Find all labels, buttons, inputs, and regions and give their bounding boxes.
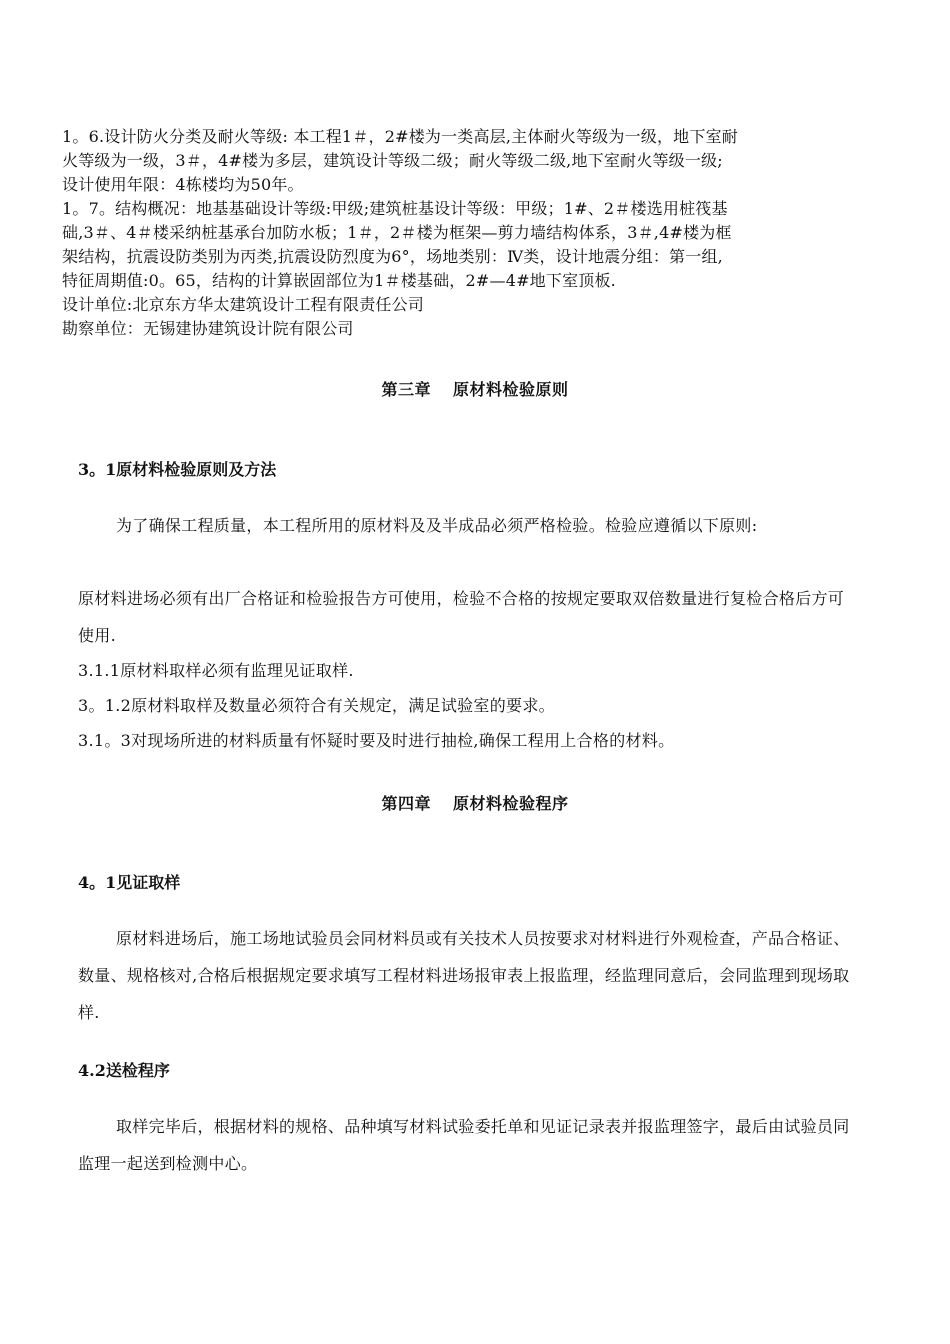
- section-3-1-2-item: 3。1.2原材料取样及数量必须符合有关规定，满足试验室的要求。: [78, 696, 555, 715]
- overview-line: 设计使用年限：4栋楼均为50年。: [62, 175, 304, 194]
- chapter-4-title: 原材料检验程序: [453, 794, 569, 813]
- overview-line: 1。6.设计防火分类及耐火等级: 本工程1＃，2#楼为一类高层,主体耐火等级为一级，地下室耐: [62, 127, 738, 146]
- survey-unit-line: 勘察单位：无锡建协建筑设计院有限公司: [62, 319, 354, 338]
- section-3-1-paragraph-2: 原材料进场必须有出厂合格证和检验报告方可使用，检验不合格的按规定要取双倍数量进行复检合格后方可使用.: [78, 589, 845, 645]
- chapter-3-title: 原材料检验原则: [453, 380, 569, 399]
- overview-line: 1。7。结构概况：地基基础设计等级:甲级;建筑桩基设计等级：甲级；1#、2＃楼选用桩筏基: [62, 199, 728, 218]
- overview-line: 火等级为一级，3＃，4#楼为多层，建筑设计等级二级；耐火等级二级,地下室耐火等级一级;: [62, 151, 723, 170]
- design-unit-line: 设计单位:北京东方华太建筑设计工程有限责任公司: [62, 295, 424, 314]
- overview-line: 架结构，抗震设防类别为丙类,抗震设防烈度为6°，场地类别：Ⅳ类，设计地震分组：第一组,: [62, 247, 723, 266]
- section-3-1-paragraph-1: 为了确保工程质量，本工程所用的原材料及及半成品必须严格检验。检验应遵循以下原则:: [116, 516, 758, 535]
- section-4-1-title: 4。1见证取样: [78, 873, 181, 892]
- section-4-1-paragraph: 原材料进场后，施工场地试验员会同材料员或有关技术人员按要求对材料进行外观检查，产品合格证、数量、规格核对,合格后根据规定要求填写工程材料进场报审表上报监理，经监理同意后，会同监理到现场取样.: [78, 929, 850, 1022]
- section-3-1-3-item: 3.1。3对现场所进的材料质量有怀疑时要及时进行抽检,确保工程用上合格的材料。: [78, 731, 675, 750]
- project-overview: [62, 125, 862, 341]
- chapter-3-heading: [0, 377, 950, 400]
- section-4-2-title: 4.2送检程序: [78, 1061, 170, 1080]
- overview-line: 础,3＃、4＃楼采纳桩基承台加防水板；1＃，2＃楼为框架—剪力墙结构体系，3＃,4#楼为框: [62, 223, 732, 242]
- section-3-1-1-item: 3.1.1原材料取样必须有监理见证取样.: [78, 661, 354, 680]
- chapter-3-number: 第三章: [381, 380, 431, 399]
- chapter-4-heading: [0, 791, 950, 814]
- section-3-1-title: 3。1原材料检验原则及方法: [78, 460, 277, 479]
- chapter-4-number: 第四章: [381, 794, 431, 813]
- section-4-2-paragraph: 取样完毕后，根据材料的规格、品种填写材料试验委托单和见证记录表并报监理签字，最后由试验员同监理一起送到检测中心。: [78, 1117, 850, 1173]
- overview-line: 特征周期值:0。65，结构的计算嵌固部位为1＃楼基础，2#—4#地下室顶板.: [62, 271, 616, 290]
